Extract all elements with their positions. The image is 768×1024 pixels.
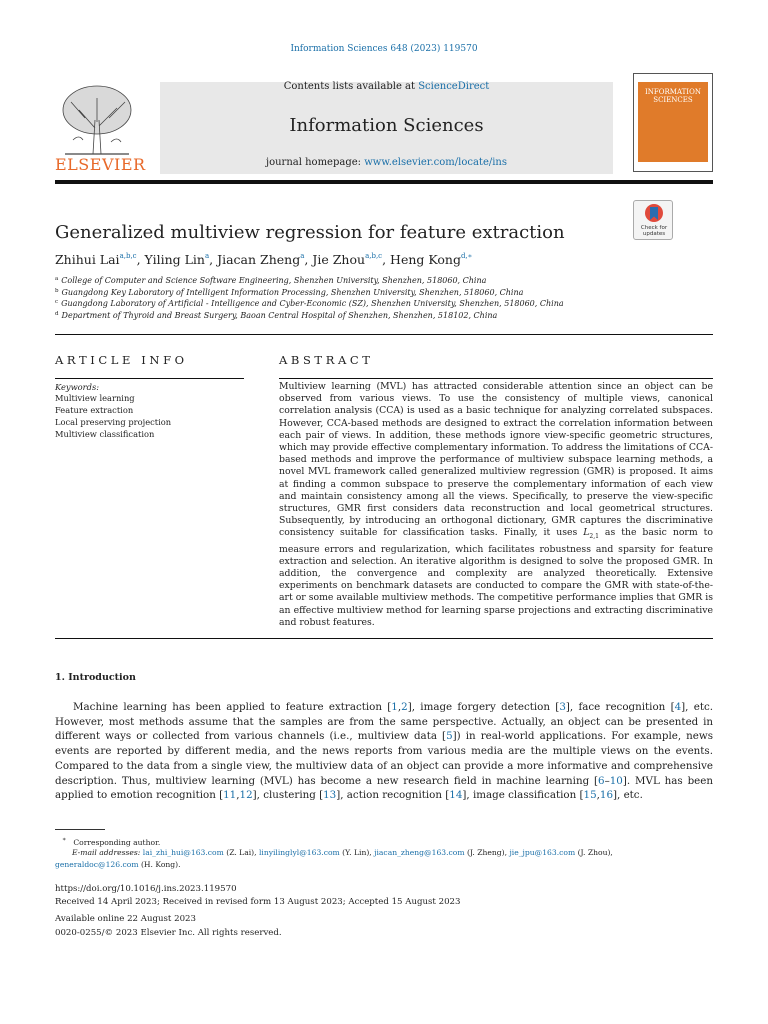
citation-link[interactable]: 10 — [609, 774, 623, 787]
citation-link[interactable]: 11 — [223, 789, 237, 802]
citation-link[interactable]: 2 — [401, 701, 408, 713]
email-addresses: E-mail addresses: lai_zhi_hui@163.com (Z. Lai), linyilinglyl@163.com (Y. Lin), jiacan_zheng@163.com (J. Zheng), jie_jpu@163.com (J. Zhou), — [72, 848, 613, 857]
author-name: Heng Kong — [390, 252, 461, 267]
sciencedirect-link[interactable]: ScienceDirect — [418, 81, 490, 92]
abstract-heading: ABSTRACT — [279, 353, 374, 367]
citation-link[interactable]: 4 — [674, 701, 682, 713]
top-citation[interactable]: Information Sciences 648 (2023) 119570 — [290, 44, 478, 54]
badge-label: Check for updates — [640, 225, 668, 237]
paper-title: Generalized multiview regression for feature extraction — [55, 222, 565, 243]
author-affiliation-link[interactable]: a — [204, 252, 210, 260]
citation-link[interactable]: 3 — [559, 701, 566, 713]
available-online: Available online 22 August 2023 — [55, 914, 196, 924]
abstract-rule — [279, 378, 713, 379]
author-affiliation-link[interactable]: a — [300, 252, 305, 260]
email-link[interactable]: generaldoc@126.com — [55, 860, 139, 869]
section-rule — [55, 638, 713, 639]
contents-line: Contents lists available at ScienceDirect — [283, 81, 490, 92]
article-info-rule — [55, 378, 244, 379]
author-affiliation-link[interactable]: d,∗ — [460, 252, 473, 260]
header-rule — [55, 180, 713, 184]
corresponding-author-note: ∗ Corresponding author. — [62, 836, 161, 847]
keyword: Multiview classification — [55, 429, 155, 439]
email-link[interactable]: jie_jpu@163.com — [509, 848, 576, 857]
citation-link[interactable]: 6 — [598, 774, 605, 787]
keyword: Feature extraction — [55, 405, 134, 415]
abstract-text: Multiview learning (MVL) has attracted considerable attention since an object can be observed from various views. To use the consistency of multiple views, canonical correlation analysis (CCA) is used as a basic technique for analyzing correlated subspaces. However, CCA-based methods are designed to extract the correlation information between each pair of views. In addition, these methods ignore view-specific geometric structures, which may provide effective complementary information. To address the limitations of CCA-based methods and improve the performance of multiview subspace learning methods, a novel MVL framework called generalized multiview regression (GMR) is proposed. It aims at finding a common subspace to preserve the complementary information of each view and maintain consistency among all the views. Specifically, to preserve the view-specific structures, GMR first considers data reconstruction and local geometrical structures. Subsequently, by introducing an orthogonal dictionary, GMR captures the discriminative consistency suitable for classification tasks. Finally, it uses $L_{2,1}$ as the basic norm to measure errors and regularization, which facilitates robustness and sparsity for feature extraction and selection. An iterative algorithm is designed to solve the proposed GMR. In addition, the convergence and complexity are analyzed theoretically. Extensive experiments on benchmark datasets are conducted to compare the GMR with state-of-the-art or some available multiview methods. The competitive performance implies that GMR is an effective multiview method for learning sparse projections and extracting discriminative and robust features. — [279, 381, 713, 628]
citation-link[interactable]: 16 — [599, 789, 614, 802]
author-name: Zhihui Lai — [55, 252, 120, 267]
section-rule — [55, 334, 713, 335]
footnote-rule — [55, 829, 105, 830]
author-name: Jiacan Zheng — [217, 252, 301, 267]
citation-link[interactable]: 12 — [239, 789, 253, 802]
homepage-line: journal homepage: www.elsevier.com/locate/ins — [265, 157, 507, 168]
author-affiliation-link[interactable]: a,b,c — [119, 252, 137, 260]
introduction-paragraph: Machine learning has been applied to feature extraction [1,2], image forgery detection [3], face recognition [4], etc. However, most methods assume that the samples are from the same perspective. Actually, an object can be presented in different ways or collected from various channels (i.e., multiview data [5]) in real-world applications. For example, news events are reported by different media, and the news reports from various media are the multiple views on the events. Compared to the data from a single view, the multiview data of an object can provide a more informative and comprehensive description. Thus, multiview learning (MVL) has become a new research field in machine learning [6–10]. MVL has been applied to emotion recognition [11,12], clustering [13], action recognition [14], image classification [15,16], etc. — [55, 701, 714, 802]
keyword: Multiview learning — [55, 393, 135, 403]
affiliation: $^a$ College of Computer and Science Software Engineering, Shenzhen University, Shenzhen, 518060, China — [55, 276, 487, 285]
homepage-link[interactable]: www.elsevier.com/locate/ins — [364, 157, 507, 168]
cover-title: INFORMATION SCIENCES — [645, 88, 701, 104]
affiliation: $^b$ Guangdong Key Laboratory of Intelligent Information Processing, Shenzhen University, Shenzhen, 518060, China — [55, 288, 524, 297]
keyword: Local preserving projection — [55, 417, 172, 427]
check-for-updates-badge[interactable] — [633, 200, 673, 240]
copyright: 0020-0255/© 2023 Elsevier Inc. All rights reserved. — [55, 928, 282, 938]
email-link[interactable]: jiacan_zheng@163.com — [374, 848, 465, 857]
bookmark-icon — [634, 201, 674, 225]
received-dates: Received 14 April 2023; Received in revised form 13 August 2023; Accepted 15 August 2023 — [55, 897, 461, 907]
keywords-label: Keywords: — [55, 382, 100, 392]
journal-cover-thumbnail[interactable] — [633, 73, 713, 172]
publisher-name: ELSEVIER — [55, 155, 146, 174]
author-list: Zhihui Lai$^{a,b,c}$, Yiling Lin$^a$, Jiacan Zheng$^a$, Jie Zhou$^{a,b,c}$, Heng Kong$^{d,∗}$ — [55, 252, 473, 267]
affiliation: $^d$ Department of Thyroid and Breast Surgery, Baoan Central Hospital of Shenzhen, Shenzhen, 518102, China — [55, 311, 498, 320]
journal-name: Information Sciences — [289, 115, 484, 136]
email-link[interactable]: lai_zhi_hui@163.com — [142, 848, 224, 857]
email-addresses-continued: generaldoc@126.com (H. Kong). — [55, 860, 181, 869]
introduction-heading: 1. Introduction — [55, 672, 136, 683]
citation-link[interactable]: 5 — [446, 730, 453, 743]
affiliation: $^c$ Guangdong Laboratory of Artificial - Intelligence and Cyber-Economic (SZ), Shenzhen University, Shenzhen, 518060, China — [55, 299, 564, 308]
doi-link[interactable]: https://doi.org/10.1016/j.ins.2023.119570 — [55, 884, 237, 894]
article-info-heading: ARTICLE INFO — [55, 353, 188, 367]
author-name: Yiling Lin — [144, 252, 205, 267]
citation-link[interactable]: 1 — [391, 701, 398, 713]
citation-link[interactable]: 13 — [323, 789, 337, 802]
citation-link[interactable]: 14 — [449, 789, 463, 802]
email-link[interactable]: linyilinglyl@163.com — [258, 848, 340, 857]
author-name: Jie Zhou — [312, 252, 366, 267]
citation-link[interactable]: 15 — [583, 789, 597, 802]
author-affiliation-link[interactable]: a,b,c — [365, 252, 383, 260]
